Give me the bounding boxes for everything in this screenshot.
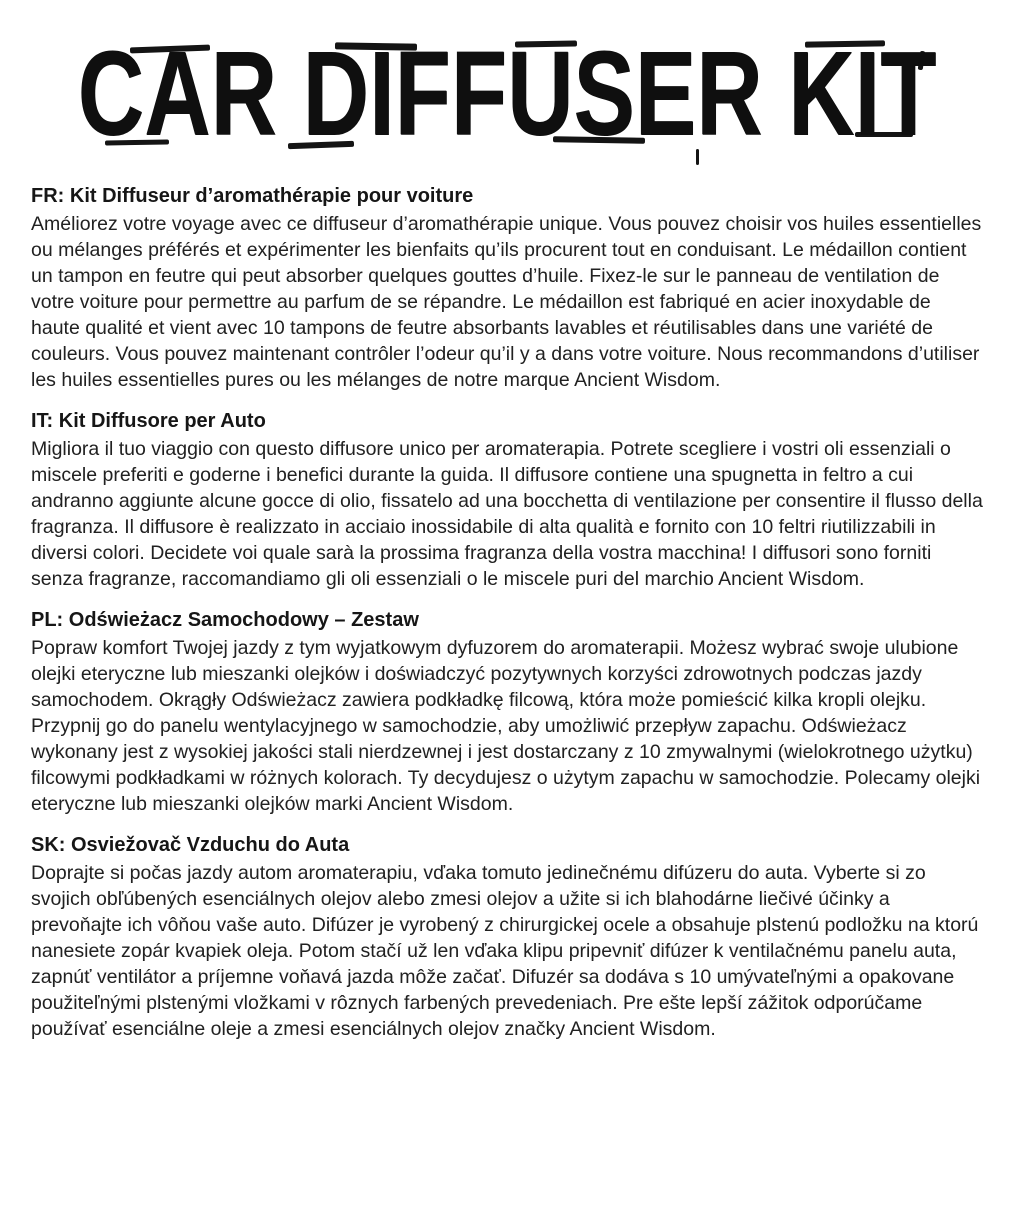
section-pl: [31, 607, 983, 817]
content: [31, 183, 983, 1042]
title-banner: [31, 27, 983, 170]
section-heading-sk: SK: Osviežovač Vzduchu do Auta: [31, 834, 350, 856]
section-heading-pl: PL: Odświeżacz Samochodowy – Zestaw: [31, 609, 419, 631]
section-body-fr: Améliorez votre voyage avec ce diffuseur d’aromathérapie unique. Vous pouvez choisir vos huiles essentielles ou mélanges préférés et expérimenter les bienfaits qu’ils procurent tout en conduisant. Le médaillon contient un tampon en feutre qui peut absorber quelques gouttes d’huile. Fixez-le sur le panneau de ventilation de votre voiture pour permettre au parfum de se répandre. Le médaillon est fabriqué en acier inoxydable de haute qualité et vient avec 10 tampons de feutre absorbants lavables et réutilisables dans une variété de couleurs. Vous pouvez maintenant contrôler l’odeur qu’il y a dans votre voiture. Nous recommandons d’utiliser les huiles essentielles pures ou les mélanges de notre marque Ancient Wisdom.: [31, 213, 982, 391]
section-it: [31, 408, 983, 592]
section-heading-fr: FR: Kit Diffuseur d’aromathérapie pour voiture: [31, 185, 474, 207]
section-body-it: Migliora il tuo viaggio con questo diffusore unico per aromaterapia. Potrete scegliere i vostri oli essenziali o miscele preferiti e goderne i benefici durante la guida. Il diffusore contiene una spugnetta in feltro a cui andranno aggiunte alcune gocce di olio, fissatelo ad una bocchetta di ventilazione per consentire il flusso della fragranza. Il diffusore è realizzato in acciaio inossidabile di alta qualità e fornito con 10 feltri riutilizzabili in diversi colori. Decidete voi quale sarà la prossima fragranza della vostra macchina! I diffusori sono forniti senza fragranze, raccomandiamo gli oli essenziali o le miscele puri del marchio Ancient Wisdom.: [31, 438, 983, 590]
section-heading-it: IT: Kit Diffusore per Auto: [31, 410, 266, 432]
section-fr: [31, 183, 983, 393]
page-title: CAR DIFFUSER KIT: [77, 27, 937, 161]
section-body-pl: Popraw komfort Twojej jazdy z tym wyjatkowym dyfuzorem do aromaterapii. Możesz wybrać swoje ulubione olejki eteryczne lub mieszanki olejków i doświadczyć pozytywnych korzyści zdrowotnych podczas jazdy samochodem. Okrągły Odświeżacz zawiera podkładkę filcową, która może pomieścić kilka kropli olejku. Przypnij go do panelu wentylacyjnego w samochodzie, aby umożliwić przepływ zapachu. Odświeżacz wykonany jest z wysokiej jakości stali nierdzewnej i jest dostarczany z 10 zmywalnymi (wielokrotnego użytku) filcowymi podkładkami w różnych kolorach. Ty decydujesz o użytym zapachu w samochodzie. Polecamy olejki eteryczne lub mieszanki olejków marki Ancient Wisdom.: [31, 637, 981, 815]
section-sk: [31, 832, 983, 1042]
section-body-sk: Doprajte si počas jazdy autom aromaterapiu, vďaka tomuto jedinečnému difúzeru do auta. Vyberte si zo svojich obľúbených esenciálnych olejov alebo zmesi olejov a užite si ich blahodárne liečivé účinky a prevoňajte ich vôňou vaše auto. Difúzer je vyrobený z chirurgickej ocele a obsahuje plstenú podložku na ktorú nanesiete zopár kvapiek oleja. Potom stačí už len vďaka klipu pripevniť difúzer k ventilačnému panelu auta, zapnúť ventilátor a príjemne voňavá jazda môže začať. Difuzér sa dodáva s 10 umývateľnými a opakovane použiteľnými plstenými vložkami v rôznych farbených prevedeniach. Pre ešte lepší zážitok odporúčame používať esenciálne oleje a zmesi esenciálnych olejov značky Ancient Wisdom.: [31, 862, 979, 1040]
